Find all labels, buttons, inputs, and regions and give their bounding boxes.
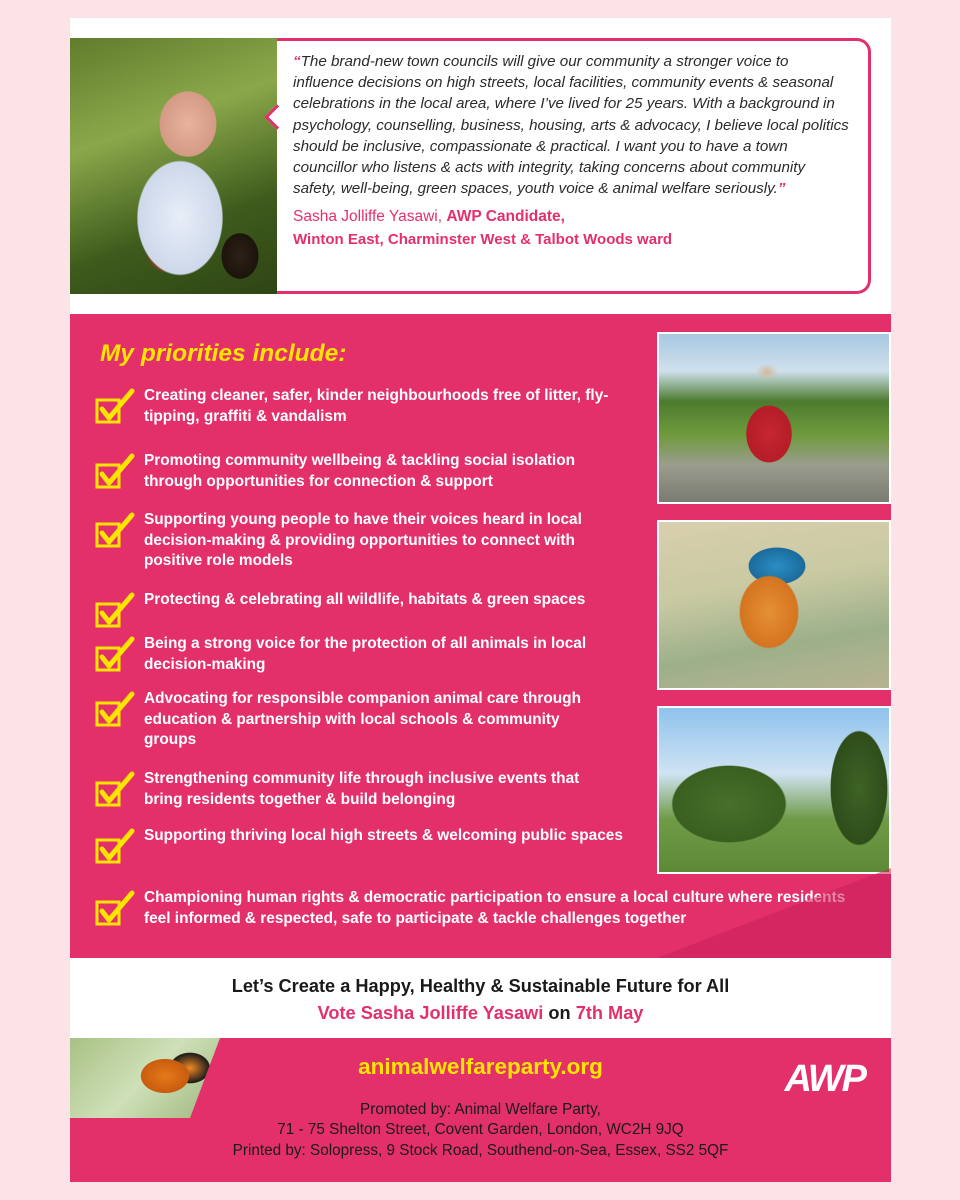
priority-text: Protecting & celebrating all wildlife, habitats & green spaces (144, 591, 586, 608)
checkbox-tick-icon (94, 826, 140, 866)
checkbox-tick-icon (94, 386, 140, 426)
checkbox-tick-icon (94, 888, 140, 928)
checkbox-tick-icon (94, 769, 140, 809)
priority-text: Supporting thriving local high streets & welcoming public spaces (144, 827, 623, 844)
promoter-address: 71 - 75 Shelton Street, Covent Garden, London, WC2H 9JQ (277, 1121, 684, 1139)
priority-text: Advocating for responsible companion animal care through education & partnership with local schools & community groups (144, 690, 581, 748)
priority-text: Creating cleaner, safer, kinder neighbourhoods free of litter, fly-tipping, graffiti & vandalism (144, 387, 609, 425)
imprint (70, 1100, 891, 1161)
open-quote-mark: “ (293, 53, 301, 70)
vote-candidate: Vote Sasha Jolliffe Yasawi (317, 1003, 544, 1023)
website-link[interactable]: animalwelfareparty.org (358, 1054, 603, 1079)
promoted-by: Promoted by: Animal Welfare Party, (360, 1101, 601, 1118)
leaflet (70, 18, 891, 1182)
vote-date: 7th May (575, 1003, 644, 1023)
checkbox-tick-icon (94, 451, 140, 491)
priorities-title: My priorities include: (100, 340, 347, 367)
quote-body: The brand-new town councils will give our community a stronger voice to influence decisions on high streets, local facilities, community events & seasonal celebrations in the local area, where I’ve lived for 25 years. With a background in psychology, counselling, business, housing, arts & advocacy, I believe local politics should be inclusive, compassionate & practical. I want you to have a town councillor who listens & acts with integrity, taking concerns about community safety, well-being, green spaces, youth voice & animal welfare seriously. (293, 53, 849, 198)
priorities-panel (70, 314, 891, 958)
candidate-name: Sasha Jolliffe Yasawi, (293, 208, 443, 226)
priority-text: Being a strong voice for the protection of all animals in local decision-making (144, 635, 587, 673)
kingfisher-photo (657, 520, 891, 690)
priority-text: Championing human rights & democratic participation to ensure a local culture where residents feel informed & respected, safe to participate & tackle challenges together (144, 889, 846, 927)
vote-on: on (548, 1003, 571, 1023)
quote-box (277, 38, 871, 294)
candidate-quote (293, 51, 852, 199)
checkbox-tick-icon (94, 634, 140, 674)
priority-text: Promoting community wellbeing & tackling social isolation through opportunities for connection & support (144, 452, 575, 490)
awp-logo: AWP (784, 1058, 865, 1100)
vote-line (70, 1003, 891, 1024)
printed-by: Printed by: Solopress, 9 Stock Road, Southend-on-Sea, Essex, SS2 5QF (232, 1141, 729, 1159)
candidate-ward: Winton East, Charminster West & Talbot Woods ward (293, 231, 673, 249)
priority-text: Strengthening community life through inclusive events that bring residents together & build belonging (144, 770, 580, 808)
green-space-photo (657, 706, 891, 874)
slogan: Let’s Create a Happy, Healthy & Sustainable Future for All (231, 976, 730, 996)
checkbox-tick-icon (94, 590, 140, 630)
candidate-role: AWP Candidate, (446, 208, 565, 226)
decorative-corner (657, 868, 891, 958)
litter-picker-photo (657, 332, 891, 504)
signature (293, 205, 852, 228)
checkbox-tick-icon (94, 689, 140, 729)
priority-text: Supporting young people to have their voices heard in local decision-making & providing opportunities to connect with positive role models (144, 511, 582, 569)
candidate-photo (70, 38, 277, 294)
close-quote-mark: ” (777, 180, 786, 198)
footer (70, 1038, 891, 1182)
checkbox-tick-icon (94, 510, 140, 550)
call-to-action (70, 964, 891, 1034)
